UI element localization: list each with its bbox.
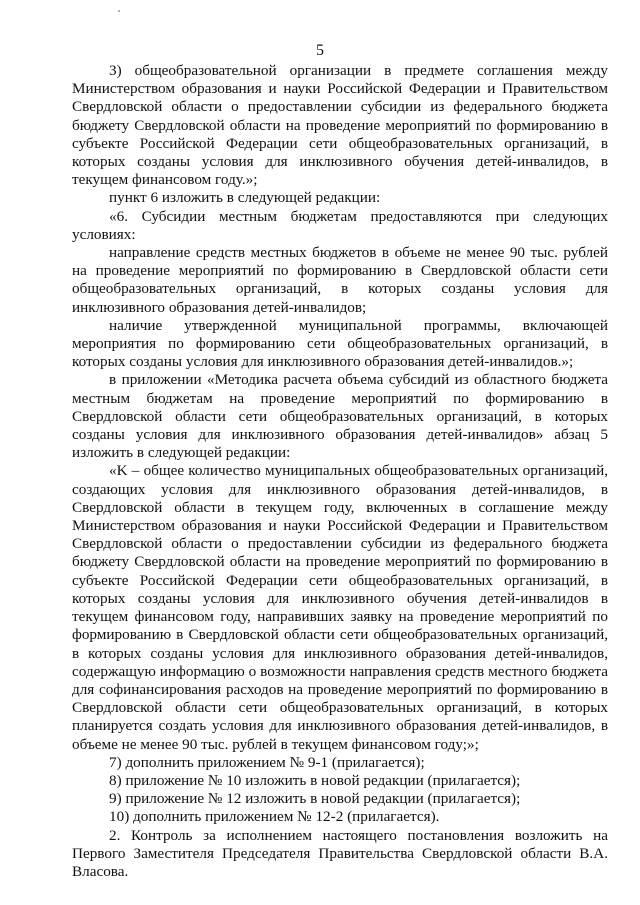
paragraph-condition-funds: направление средств местных бюджетов в объеме не менее 90 тыс. рублей на проведение мероприятий по формированию в Свердловской области сети общеобразовательных организаций, в которых созданы условия для инклюзивного образования детей-инвалидов; <box>72 244 608 316</box>
scan-speck <box>118 10 120 12</box>
paragraph-item-10: 10) дополнить приложением № 12-2 (прилагается). <box>109 808 440 826</box>
paragraph-point-6-intro: пункт 6 изложить в следующей редакции: <box>109 189 381 207</box>
paragraph-item-7: 7) дополнить приложением № 9-1 (прилагается); <box>109 753 425 771</box>
paragraph-methodology-intro: в приложении «Методика расчета объема субсидий из областного бюджета местным бюджетам на проведение мероприятий по формированию в Свердловской области сети общеобразовательных организаций, в которых созданы условия для инклюзивного образования детей-инвалидов» абзац 5 изложить в следующей редакции: <box>72 371 608 462</box>
paragraph-point-6-text: «6. Субсидии местным бюджетам предоставляются при следующих условиях: <box>72 207 608 243</box>
document-body <box>72 62 608 881</box>
paragraph-condition-program: наличие утвержденной муниципальной программы, включающей мероприятия по формированию сети общеобразовательных организаций, в которых созданы условия для инклюзивного образования детей-инвалидов.»; <box>72 316 608 371</box>
paragraph-methodology-k: «K – общее количество муниципальных общеобразовательных организаций, создающих условия для инклюзивного образования детей-инвалидов, в Свердловской области в текущем году, включенных в соглашение между Министерством образования и науки Российской Федерации и Правительством Свердловской области о предоставлении субсидии из федерального бюджета бюджету Свердловской области на проведение мероприятий по формированию в субъекте Российской Федерации сети общеобразовательных организаций, в которых созданы условия для инклюзивного обучения детей-инвалидов в текущем финансовом году, направивших заявку на проведение мероприятий по формированию в Свердловской области сети общеобразовательных организаций, в которых созданы условия для инклюзивного образования детей-инвалидов, содержащую информацию о возможности направления средств местного бюджета для софинансирования расходов на проведение мероприятий по формированию в Свердловской области сети общеобразовательных организаций, в которых планируется создать условия для инклюзивного образования детей-инвалидов, в объеме не менее 90 тыс. рублей в текущем финансовом году;»; <box>72 462 608 753</box>
paragraph-item-3-text: 3) общеобразовательной организации в предмете соглашения между Министерством образования и науки Российской Федерации и Правительством Свердловской области о предоставлении субсидии из федерального бюджета бюджету Свердловской области на проведение мероприятий по формированию в субъекте Российской Федерации сети общеобразовательных организаций, в которых созданы условия для инклюзивного обучения детей-инвалидов, в текущем финансовом году.»; <box>72 62 608 189</box>
paragraph-control: 2. Контроль за исполнением настоящего постановления возложить на Первого Заместителя Председателя Правительства Свердловской области В.А. Власова. <box>72 826 608 880</box>
page-number: 5 <box>316 42 324 59</box>
paragraph-item-8: 8) приложение № 10 изложить в новой редакции (прилагается); <box>109 771 521 789</box>
paragraph-item-9: 9) приложение № 12 изложить в новой редакции (прилагается); <box>109 790 521 808</box>
